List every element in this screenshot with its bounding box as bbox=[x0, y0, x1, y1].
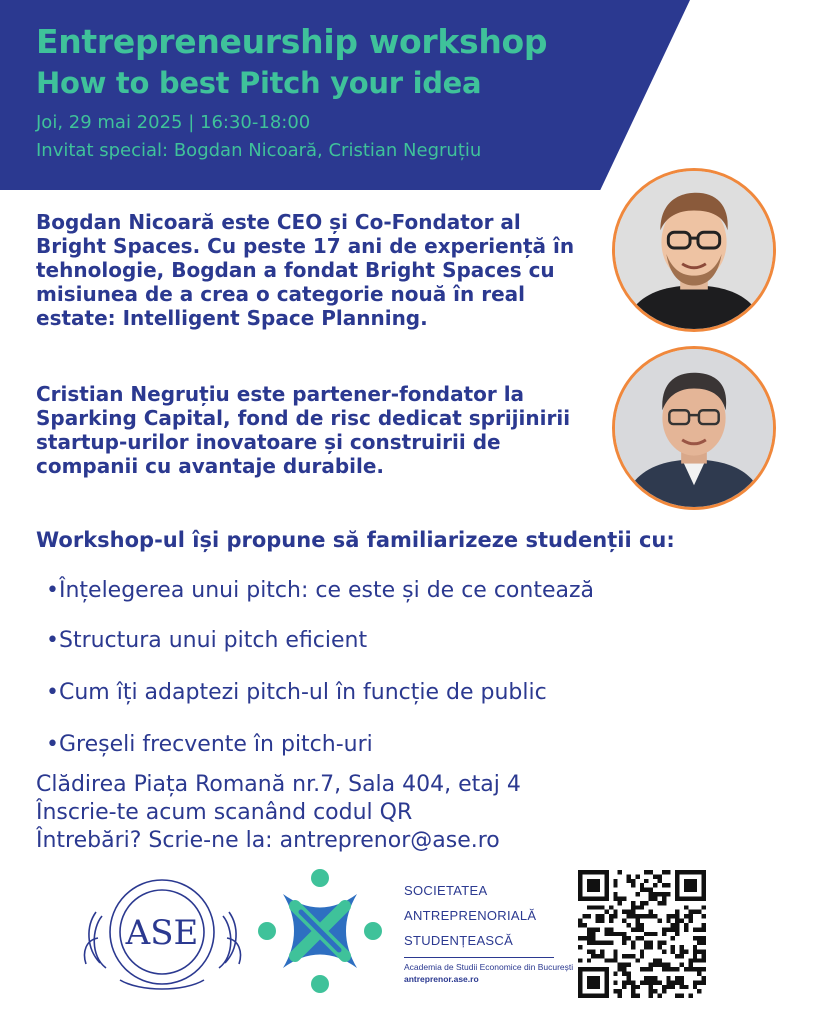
sas-wordmark bbox=[404, 878, 573, 985]
bio-cristian: Cristian Negruțiu este partener-fondator la Sparking Capital, fond de risc dedicat sprijinirii startup-urilor inovatoare și construirii de companii cu avantaje durabile. bbox=[36, 382, 571, 478]
special-guests: Invitat special: Bogdan Nicoară, Cristian Negruțiu bbox=[36, 140, 482, 161]
event-title: Entrepreneurship workshop bbox=[36, 22, 548, 61]
topic-item: •Înțelegerea unui pitch: ce este și de ce contează bbox=[46, 578, 595, 603]
event-datetime: Joi, 29 mai 2025 | 16:30-18:00 bbox=[36, 112, 311, 133]
ase-seal-logo bbox=[80, 868, 245, 996]
sas-line: ANTREPRENORIALĂ bbox=[404, 908, 537, 923]
topic-item: •Cum îți adaptezi pitch-ul în funcție de public bbox=[46, 680, 547, 705]
sas-line: STUDENȚEASCĂ bbox=[404, 933, 514, 948]
event-location: Clădirea Piața Romană nr.7, Sala 404, etaj 4 bbox=[36, 772, 521, 797]
topic-item: •Structura unui pitch eficient bbox=[46, 628, 368, 653]
sas-line: SOCIETATEA bbox=[404, 883, 488, 898]
portrait-bogdan bbox=[612, 168, 776, 332]
sas-divider bbox=[404, 957, 554, 958]
registration-note: Înscrie-te acum scanând codul QR bbox=[36, 800, 413, 825]
sas-logo bbox=[255, 866, 385, 996]
portrait-cristian bbox=[612, 346, 776, 510]
sas-subtitle: Academia de Studii Economice din București bbox=[404, 962, 574, 972]
contact-email[interactable]: Întrebări? Scrie-ne la: antreprenor@ase.ro bbox=[36, 828, 500, 853]
workshop-intro: Workshop-ul își propune să familiarizeze studenții cu: bbox=[36, 528, 675, 552]
ase-seal-letters: ASE bbox=[125, 913, 199, 953]
sas-url[interactable]: antreprenor.ase.ro bbox=[404, 974, 479, 984]
bio-bogdan: Bogdan Nicoară este CEO și Co-Fondator al Bright Spaces. Cu peste 17 ani de experiență în tehnologie, Bogdan a fondat Bright Spaces cu misiunea de a crea o categorie nouă în real estate: Intelligent Space Planning. bbox=[36, 210, 575, 330]
topic-item: •Greșeli frecvente în pitch-uri bbox=[46, 732, 373, 757]
qr-code[interactable] bbox=[578, 870, 706, 998]
event-subtitle: How to best Pitch your idea bbox=[36, 66, 482, 100]
